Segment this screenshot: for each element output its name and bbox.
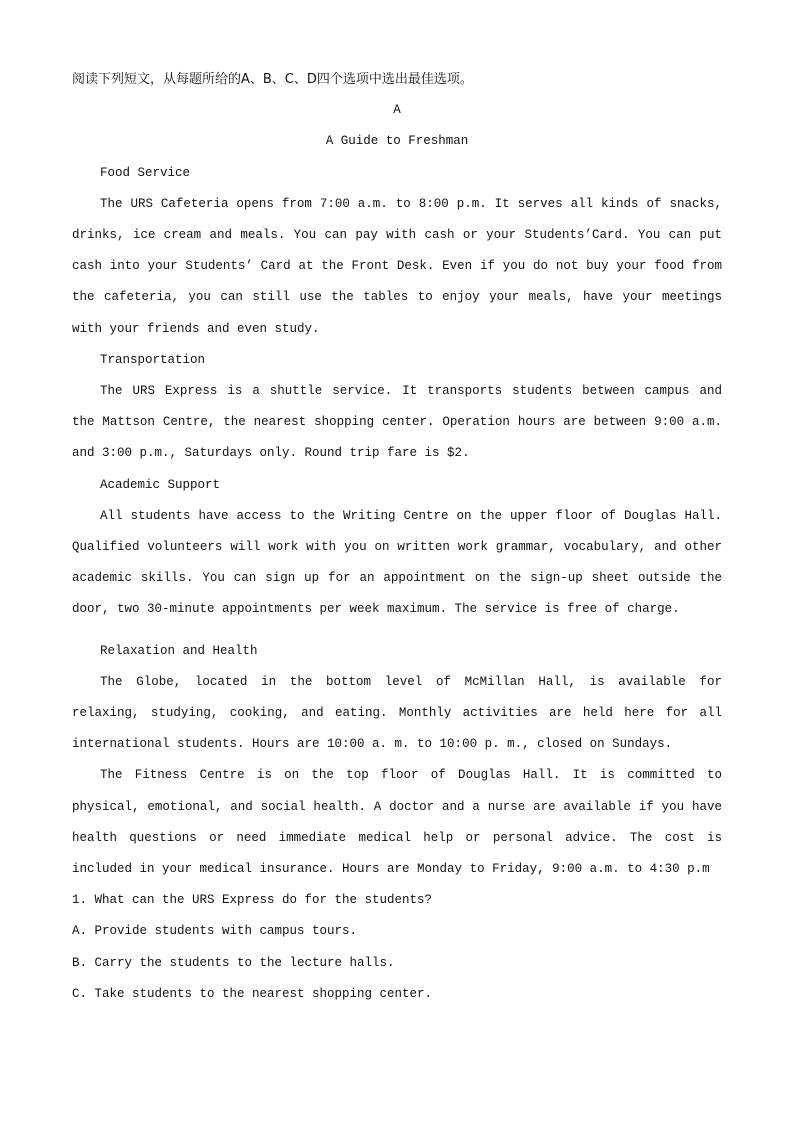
section-heading-academic: Academic Support — [100, 477, 221, 492]
paragraph-fitness-centre: The Fitness Centre is on the top floor of Douglas Hall. It is committed to physical, emotional, and social health. A doctor and a nurse are available if you have health questions or need immediate medical help or personal advice. The cost is included in your medical insurance. Hours are Monday to Friday, 9:00 a.m. to 4:30 p.m — [72, 768, 722, 877]
passage-title: A Guide to Freshman — [325, 134, 469, 149]
paragraph-transportation: The URS Express is a shuttle service. It transports students between campus and the Mattson Centre, the nearest shopping center. Operation hours are between 9:00 a.m. and 3:00 p.m., Saturdays only. Round trip fare is $2. — [72, 384, 722, 461]
paragraph-globe: The Globe, located in the bottom level of McMillan Hall, is available for relaxing, studying, cooking, and eating. Monthly activities are held here for all international students. Hours are 10:00 a. m. to 10:00 p. m., closed on Sundays. — [72, 674, 722, 752]
question-text: 1. What can the URS Express do for the students? — [72, 893, 433, 908]
paragraph-academic-support: All students have access to the Writing Centre on the upper floor of Douglas Hall. Qualified volunteers will work with you on written work grammar, vocabulary, and other academic skills. You can sign up for an appointment on the sign-up sheet outside the door, two 30-minute appointments per week maximum. The service is free of charge. — [72, 508, 722, 617]
option-b: B. Carry the students to the lecture halls. — [72, 955, 395, 970]
option-c: C. Take students to the nearest shopping center. — [72, 986, 433, 1001]
option-a: A. Provide students with campus tours. — [72, 924, 358, 939]
paragraph-food-service: The URS Cafeteria opens from 7:00 a.m. to 8:00 p.m. It serves all kinds of snacks, drinks, ice cream and meals. You can pay with cash or your Students’Card. You can put cash into your Students’ Card at the Front Desk. Even if you do not buy your food from the cafeteria, you can still use the tables to enjoy your meals, have your meetings with your friends and even study. — [72, 196, 722, 336]
section-heading-transportation: Transportation — [100, 352, 206, 367]
instruction-text: 阅读下列短文，从每题所给的A、B、C、D四个选项中选出最佳选项。 — [72, 72, 473, 87]
section-letter: A — [393, 103, 401, 118]
section-heading-food: Food Service — [100, 165, 191, 180]
document-page — [72, 64, 722, 1010]
section-heading-relaxation: Relaxation and Health — [100, 643, 258, 658]
